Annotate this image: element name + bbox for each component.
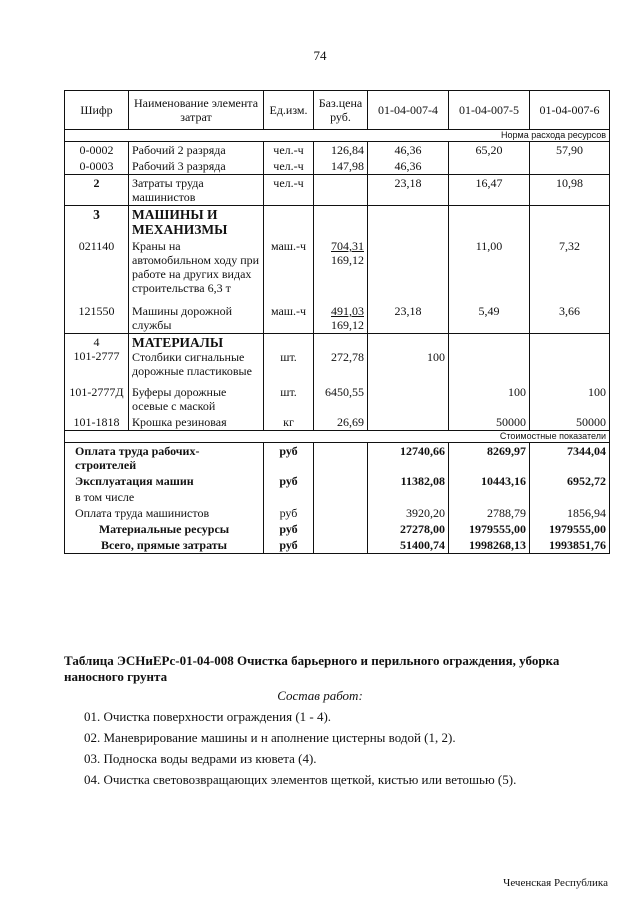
total-unit: руб — [264, 521, 314, 537]
row-price — [314, 238, 368, 303]
next-table-heading: Таблица ЭСНиЕРс-01-04-008 Очистка барьерного и перильного ограждения, уборка наносного грунта — [64, 653, 560, 684]
table-row — [65, 175, 610, 206]
section-code: 3 — [65, 206, 129, 239]
row-unit: чел.-ч — [264, 158, 314, 175]
table-row — [65, 384, 610, 414]
total-value-5: 1979555,00 — [449, 521, 530, 537]
row-unit: кг — [264, 414, 314, 431]
table-row — [65, 158, 610, 175]
row-value-4 — [368, 384, 449, 414]
row-unit: чел.-ч — [264, 175, 314, 206]
row-code: 0-0003 — [65, 158, 129, 175]
row-price: 272,78 — [314, 334, 368, 385]
row-price — [314, 303, 368, 334]
row-value-6: 7,32 — [530, 238, 610, 303]
total-value-4: 3920,20 — [368, 505, 449, 521]
norm-subheader: Норма расхода ресурсов — [65, 130, 610, 142]
total-row — [65, 521, 610, 537]
header-code: Шифр — [65, 91, 129, 130]
row-price — [314, 175, 368, 206]
row-name: Рабочий 3 разряда — [129, 158, 264, 175]
row-value-4: 23,18 — [368, 303, 449, 334]
total-value-4: 27278,00 — [368, 521, 449, 537]
price-line-1: 704,31 — [331, 239, 364, 253]
row-value-5: 50000 — [449, 414, 530, 431]
list-item: 02. Маневрирование машины и н аполнение цистерны водой (1, 2). — [84, 730, 456, 745]
price-line-1: 491,03 — [331, 304, 364, 318]
total-value-5: 8269,97 — [449, 443, 530, 474]
row-value-6: 3,66 — [530, 303, 610, 334]
total-row — [65, 489, 610, 505]
price-line-2: 169,12 — [331, 253, 364, 267]
row-code: 0-0002 — [65, 142, 129, 159]
total-name: Эксплуатация машин — [65, 473, 264, 489]
total-value-6: 7344,04 — [530, 443, 610, 474]
total-value-4: 11382,08 — [368, 473, 449, 489]
total-value-6: 6952,72 — [530, 473, 610, 489]
row-unit: маш.-ч — [264, 238, 314, 303]
total-unit: руб — [264, 473, 314, 489]
row-unit: шт. — [264, 384, 314, 414]
row-value-4 — [368, 414, 449, 431]
row-value-6: 100 — [530, 384, 610, 414]
row-name: Рабочий 2 разряда — [129, 142, 264, 159]
table-row — [65, 414, 610, 431]
section-title: МАТЕРИАЛЫ — [132, 335, 224, 350]
section-number: 4 — [93, 335, 100, 349]
row-price: 26,69 — [314, 414, 368, 431]
section-row — [65, 334, 610, 385]
total-unit: руб — [264, 443, 314, 474]
total-value-6: 1979555,00 — [530, 521, 610, 537]
row-value-6: 50000 — [530, 414, 610, 431]
header-price: Баз.цена руб. — [314, 91, 368, 130]
total-name: Материальные ресурсы — [65, 521, 264, 537]
section-title: МАШИНЫ И МЕХАНИЗМЫ — [129, 206, 264, 239]
total-value-4: 12740,66 — [368, 443, 449, 474]
header-name: Наименование элемента затрат — [129, 91, 264, 130]
list-item: 03. Подноска воды ведрами из кювета (4). — [84, 751, 317, 766]
total-row — [65, 505, 610, 521]
header-row — [65, 91, 610, 130]
row-unit: маш.-ч — [264, 303, 314, 334]
table-row — [65, 142, 610, 159]
row-name: Крошка резиновая — [129, 414, 264, 431]
total-row — [65, 537, 610, 554]
total-unit: руб — [264, 505, 314, 521]
row-value-5: 16,47 — [449, 175, 530, 206]
total-unit: руб — [264, 537, 314, 554]
table-row — [65, 238, 610, 303]
work-composition-title: Состав работ: — [277, 688, 363, 703]
row-name: Затраты труда машинистов — [129, 175, 264, 206]
table-row — [65, 303, 610, 334]
row-name: Краны на автомобильном ходу при работе на других видах строительства 6,3 т — [129, 238, 264, 303]
total-value-6: 1993851,76 — [530, 537, 610, 554]
total-name: Оплата труда рабочих-строителей — [65, 443, 264, 474]
row-value-5 — [449, 158, 530, 175]
row-code: 121550 — [65, 303, 129, 334]
row-price: 126,84 — [314, 142, 368, 159]
row-unit: шт. — [264, 334, 314, 385]
cost-subheader: Стоимостные показатели — [65, 431, 610, 443]
header-col-6: 01-04-007-6 — [530, 91, 610, 130]
row-value-4: 46,36 — [368, 158, 449, 175]
footer-region: Чеченская Республика — [503, 877, 608, 889]
total-name: Всего, прямые затраты — [65, 537, 264, 554]
row-value-4: 100 — [368, 334, 449, 385]
section-row — [65, 206, 610, 239]
total-name: Оплата труда машинистов — [65, 505, 264, 521]
section-title-cell — [129, 334, 264, 385]
row-value-4: 46,36 — [368, 142, 449, 159]
total-value-5: 2788,79 — [449, 505, 530, 521]
cost-subheader-row — [65, 431, 610, 443]
row-name: Буферы дорожные осевые с маской — [129, 384, 264, 414]
row-unit: чел.-ч — [264, 142, 314, 159]
row-value-5: 5,49 — [449, 303, 530, 334]
row-value-4 — [368, 238, 449, 303]
row-value-5: 65,20 — [449, 142, 530, 159]
list-item: 01. Очистка поверхности ограждения (1 - 4). — [84, 709, 332, 724]
price-line-2: 169,12 — [331, 318, 364, 332]
row-code: 2 — [65, 175, 129, 206]
header-unit: Ед.изм. — [264, 91, 314, 130]
header-col-4: 01-04-007-4 — [368, 91, 449, 130]
row-code: 021140 — [65, 238, 129, 303]
total-value-4: 51400,74 — [368, 537, 449, 554]
row-name: Столбики сигнальные дорожные пластиковые — [132, 350, 252, 378]
row-value-6 — [530, 158, 610, 175]
total-value-5: 10443,16 — [449, 473, 530, 489]
total-value-5: 1998268,13 — [449, 537, 530, 554]
norm-subheader-row — [65, 130, 610, 142]
total-row — [65, 473, 610, 489]
resource-table — [64, 90, 610, 554]
row-name: Машины дорожной службы — [129, 303, 264, 334]
list-item: 04. Очистка световозвращающих элементов щеткой, кистью или ветошью (5). — [84, 772, 517, 787]
row-value-5: 100 — [449, 384, 530, 414]
row-value-6: 10,98 — [530, 175, 610, 206]
row-value-4: 23,18 — [368, 175, 449, 206]
row-code: 101-1818 — [65, 414, 129, 431]
section-code — [65, 334, 129, 385]
row-value-6: 57,90 — [530, 142, 610, 159]
total-name: в том числе — [65, 489, 264, 505]
total-row — [65, 443, 610, 474]
row-price: 6450,55 — [314, 384, 368, 414]
work-list — [84, 706, 609, 790]
row-code: 101-2777 — [73, 349, 120, 363]
row-price: 147,98 — [314, 158, 368, 175]
header-col-5: 01-04-007-5 — [449, 91, 530, 130]
page-number: 74 — [313, 48, 327, 63]
row-value-5: 11,00 — [449, 238, 530, 303]
total-value-6: 1856,94 — [530, 505, 610, 521]
row-code: 101-2777Д — [65, 384, 129, 414]
